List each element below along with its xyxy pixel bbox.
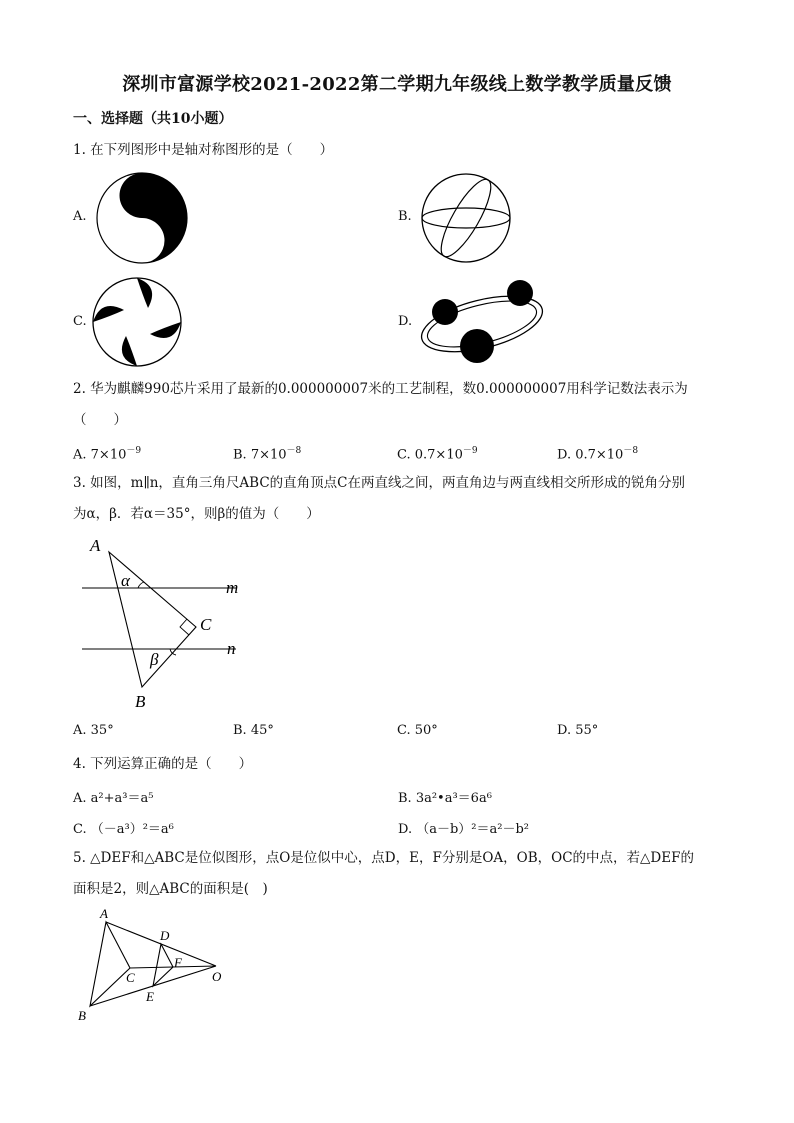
section-heading: 一、选择题（共10小题） — [73, 111, 233, 127]
yin-yang-figure — [94, 172, 190, 264]
q1-option-b-label: B. — [398, 209, 412, 224]
q4-option-d: D. （a－b）²＝a²－b² — [398, 822, 530, 837]
question-1-stem: 1. 在下列图形中是轴对称图形的是（ ） — [73, 142, 334, 158]
label-alpha: α — [121, 571, 130, 590]
q1-option-a-label: A. — [73, 209, 87, 224]
pinwheel-figure — [90, 276, 184, 368]
orbit-figure — [416, 274, 548, 370]
q2-option-c: C. $0.7\times 10^{-9}$ — [397, 446, 478, 463]
q1-option-c-label: C. — [73, 314, 87, 329]
question-4-stem: 4. 下列运算正确的是（ ） — [73, 756, 253, 772]
label-a: A — [90, 536, 101, 555]
label-b: B — [135, 692, 146, 711]
q3-option-b: B. 45° — [233, 723, 274, 738]
sphere-figure — [418, 172, 514, 264]
triangle-parallel-lines-figure — [78, 535, 258, 715]
q4-option-a: A. a²+a³＝a⁵ — [73, 791, 154, 806]
label-a: A — [100, 906, 108, 921]
label-f: F — [174, 955, 182, 970]
q3-option-d: D. 55° — [557, 723, 599, 738]
label-e: E — [146, 989, 154, 1004]
label-o: O — [212, 969, 222, 984]
q1-option-d-label: D. — [398, 314, 413, 329]
q3-option-c: C. 50° — [397, 723, 438, 738]
q2-option-d: D. $0.7\times 10^{-8}$ — [557, 446, 639, 463]
question-2-paren: （ ） — [73, 412, 127, 428]
question-3-stem-line2: 为α，β．若α＝35°，则β的值为（ ） — [73, 506, 320, 522]
q2-option-b: B. $7\times 10^{-8}$ — [233, 446, 302, 463]
q3-option-a: A. 35° — [73, 723, 114, 738]
question-5-stem-line2: 面积是2，则△ABC的面积是( ) — [73, 881, 268, 897]
label-d: D — [160, 928, 170, 943]
label-beta: β — [150, 650, 159, 669]
question-2-stem: 2. 华为麒麟990芯片采用了最新的0.000000007米的工艺制程，数0.000000007用科学记数法表示为 — [73, 381, 688, 397]
page-title: 深圳市富源学校2021-2022第二学期九年级线上数学教学质量反馈 — [122, 74, 672, 95]
homothety-figure — [72, 904, 232, 1028]
label-b: B — [78, 1008, 86, 1023]
label-n: n — [227, 639, 236, 658]
question-5-stem-line1: 5. △DEF和△ABC是位似图形，点O是位似中心，点D，E，F分别是OA，OB，OC的中点，若△DEF的 — [73, 850, 694, 866]
q4-option-b: B. 3a²•a³＝6a⁶ — [398, 791, 492, 806]
label-c: C — [200, 615, 212, 634]
question-3-stem-line1: 3. 如图，m∥n，直角三角尺ABC的直角顶点C在两直线之间，两直角边与两直线相交所形成的锐角分别 — [73, 475, 685, 491]
q4-option-c: C. （－a³）²＝a⁶ — [73, 822, 174, 837]
label-c: C — [126, 970, 135, 985]
label-m: m — [226, 578, 239, 597]
q2-option-a: A. $7\times 10^{-9}$ — [73, 446, 142, 463]
